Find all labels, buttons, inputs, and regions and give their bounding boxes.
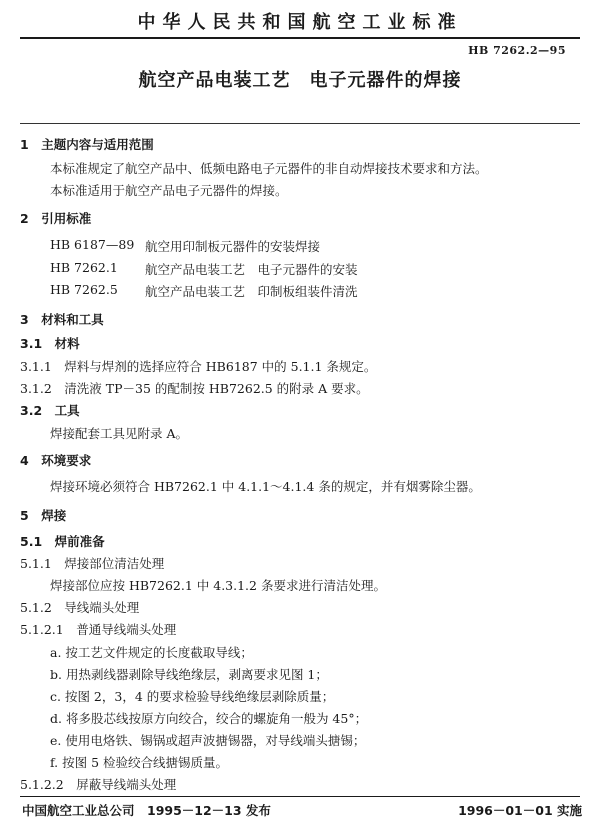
list-item: d. 将多股芯线按原方向绞合，绞合的螺旋角一般为 45°；	[50, 711, 368, 726]
section-3-heading: 3 材料和工具	[20, 312, 104, 327]
section-1-heading: 1 主题内容与适用范围	[20, 137, 154, 152]
ref-title: 航空用印制板元器件的安装焊接	[145, 239, 321, 254]
issue-statement: 中国航空工业总公司 1995－12－13 发布	[22, 803, 271, 818]
section-5-heading: 5 焊接	[20, 508, 67, 523]
ref-title: 航空产品电装工艺 印制板组装件清洗	[145, 284, 358, 299]
section-2-heading: 2 引用标准	[20, 211, 92, 226]
clause-5-1-2-heading: 5.1.2 导线端头处理	[20, 600, 140, 615]
subsection-3-2-heading: 3.2 工具	[20, 403, 80, 418]
section-1-para-2: 本标准适用于航空产品电子元器件的焊接。	[50, 183, 288, 198]
section-4-text: 焊接环境必须符合 HB7262.1 中 4.1.1～4.1.4 条的规定，并有烟雾除尘器。	[50, 479, 481, 494]
subsection-5-1-heading: 5.1 焊前准备	[20, 534, 105, 549]
clause-5-1-1-text: 焊接部位应按 HB7262.1 中 4.3.1.2 条要求进行清洁处理。	[50, 578, 386, 593]
list-item: c. 按图 2，3，4 的要求检验导线绝缘层剥除质量；	[50, 689, 335, 704]
clause-3-1-1: 3.1.1 焊料与焊剂的选择应符合 HB6187 中的 5.1.1 条规定。	[20, 359, 377, 374]
clause-5-1-2-1-heading: 5.1.2.1 普通导线端头处理	[20, 622, 177, 637]
list-item: f. 按图 5 检验绞合线搪锡质量。	[50, 755, 229, 770]
list-item: b. 用热剥线器剥除导线绝缘层，剥离要求见图 1；	[50, 667, 328, 682]
effective-statement: 1996－01－01 实施	[458, 803, 582, 818]
subsection-3-1-heading: 3.1 材料	[20, 336, 80, 351]
ref-code: HB 7262.1	[50, 260, 118, 275]
clause-3-2-text: 焊接配套工具见附录 A。	[50, 426, 189, 441]
ref-code: HB 7262.5	[50, 282, 118, 297]
list-item: e. 使用电烙铁、锡锅或超声波搪锡器，对导线端头搪锡；	[50, 733, 366, 748]
header-rule	[20, 37, 580, 39]
section-1-para-1: 本标准规定了航空产品中、低频电路电子元器件的非自动焊接技术要求和方法。	[50, 161, 488, 176]
title-rule	[20, 123, 580, 124]
standard-header-title: 中华人民共和国航空工业标准	[137, 12, 463, 33]
clause-5-1-2-2-heading: 5.1.2.2 屏蔽导线端头处理	[20, 777, 177, 792]
ref-code: HB 6187—89	[50, 237, 135, 252]
clause-5-1-1-heading: 5.1.1 焊接部位清洁处理	[20, 556, 165, 571]
standard-number: HB 7262.2—95	[468, 44, 566, 57]
footer-rule	[20, 796, 580, 797]
clause-3-1-2: 3.1.2 清洗液 TP－35 的配制按 HB7262.5 的附录 A 要求。	[20, 381, 369, 396]
document-title: 航空产品电装工艺 电子元器件的焊接	[138, 70, 462, 91]
list-item: a. 按工艺文件规定的长度截取导线；	[50, 645, 253, 660]
section-4-heading: 4 环境要求	[20, 453, 92, 468]
ref-title: 航空产品电装工艺 电子元器件的安装	[145, 262, 358, 277]
